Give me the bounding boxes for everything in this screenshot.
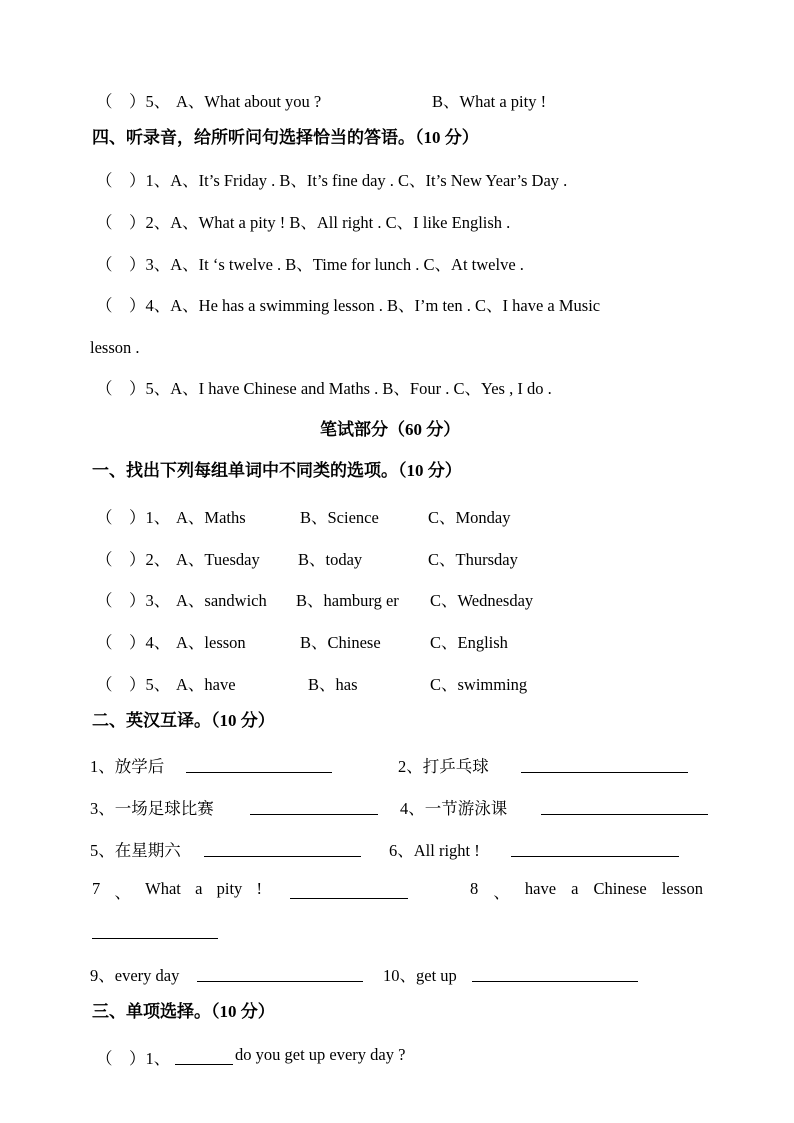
section-heading: 一、找出下列每组单词中不同类的选项。（10 分）	[92, 461, 462, 480]
row-number: （ ）2、	[96, 550, 171, 569]
list-item: （ ）3、A、It ‘s twelve . B、Time for lunch . C、At twelve .	[96, 255, 524, 274]
option-c: C、Thursday	[428, 550, 518, 569]
answer-blank[interactable]	[250, 796, 378, 815]
answer-blank[interactable]	[290, 880, 408, 899]
question-number: （ ）1、	[96, 1049, 171, 1068]
row-number: （ ）4、	[96, 633, 171, 652]
option-b: B、Science	[300, 508, 379, 527]
translate-item: 4、一节游泳课	[400, 799, 508, 818]
option-a: A、sandwich	[176, 591, 267, 610]
section-heading: 三、单项选择。（10 分）	[92, 1002, 275, 1021]
translate-q7: 7 、 What a pity !	[92, 879, 262, 902]
option-c: C、swimming	[430, 675, 528, 694]
answer-blank[interactable]	[521, 754, 688, 773]
translate-item: 2、打乒乓球	[398, 757, 489, 776]
q5-option-a: A、What about you ?	[176, 92, 322, 111]
answer-blank[interactable]	[541, 796, 708, 815]
list-item: （ ）1、A、It’s Friday . B、It’s fine day . C、It’s New Year’s Day .	[96, 171, 568, 190]
translate-item: 10、get up	[383, 966, 457, 985]
list-item: （ ）4、A、He has a swimming lesson . B、I’m ten . C、I have a Music	[96, 296, 601, 315]
translate-item: 5、在星期六	[90, 841, 181, 860]
question-text: do you get up every day ?	[235, 1045, 406, 1064]
q5-option-b: B、What a pity !	[432, 92, 547, 111]
list-item: （ ）5、A、I have Chinese and Maths . B、Four . C、Yes , I do .	[96, 379, 552, 398]
row-number: （ ）3、	[96, 591, 171, 610]
option-a: A、Tuesday	[176, 550, 260, 569]
option-c: C、English	[430, 633, 508, 652]
option-a: A、Maths	[176, 508, 246, 527]
translate-q8: 8 、 have a Chinese lesson	[470, 879, 703, 902]
translate-item: 6、All right !	[389, 841, 480, 860]
page-title: 笔试部分（60 分）	[320, 420, 461, 439]
option-b: B、hamburg er	[296, 591, 399, 610]
translate-item: 1、放学后	[90, 757, 165, 776]
answer-blank[interactable]	[511, 838, 679, 857]
answer-blank[interactable]	[204, 838, 361, 857]
translate-item: 9、every day	[90, 966, 180, 985]
answer-blank[interactable]	[197, 963, 363, 982]
section-heading: 四、听录音，给所听问句选择恰当的答语。（10 分）	[92, 128, 479, 147]
section-heading: 二、英汉互译。（10 分）	[92, 711, 275, 730]
option-b: B、today	[298, 550, 363, 569]
q5-number: （ ）5、	[96, 92, 171, 111]
option-b: B、Chinese	[300, 633, 381, 652]
option-a: A、lesson	[176, 633, 246, 652]
option-b: B、has	[308, 675, 358, 694]
translate-item: 3、一场足球比赛	[90, 799, 214, 818]
answer-blank[interactable]	[92, 920, 218, 939]
answer-blank[interactable]	[186, 754, 332, 773]
row-number: （ ）1、	[96, 508, 171, 527]
list-item: lesson .	[90, 338, 140, 357]
list-item: （ ）2、A、What a pity ! B、All right . C、I like English .	[96, 213, 511, 232]
answer-blank[interactable]	[175, 1046, 233, 1065]
option-c: C、Wednesday	[430, 591, 534, 610]
option-c: C、Monday	[428, 508, 511, 527]
answer-blank[interactable]	[472, 963, 638, 982]
option-a: A、have	[176, 675, 236, 694]
row-number: （ ）5、	[96, 675, 171, 694]
